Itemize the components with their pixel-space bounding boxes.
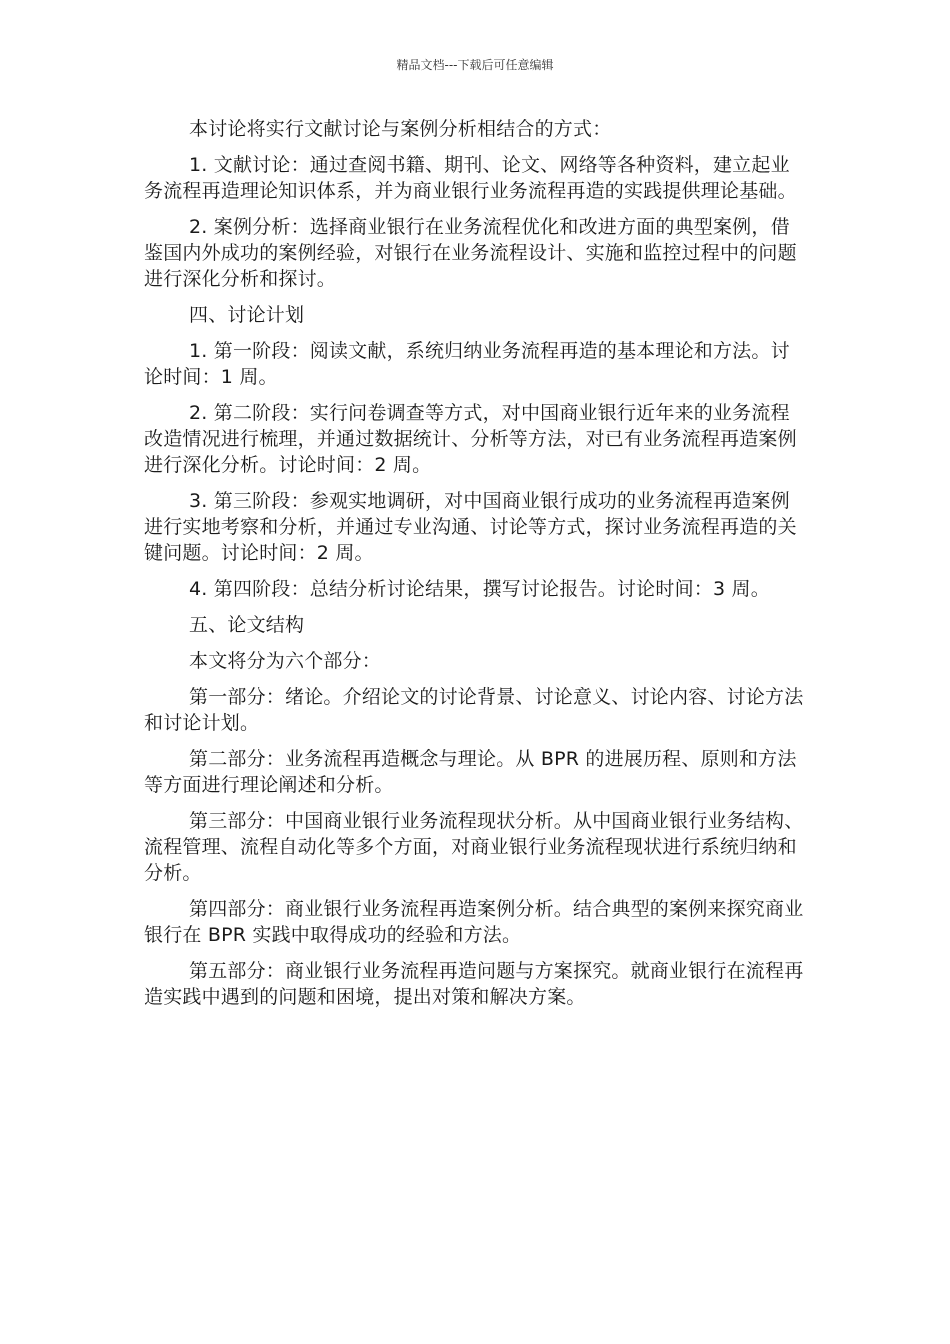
section-heading-plan: 四、讨论计划 [189,304,305,326]
page-header: 精品文档---下载后可任意编辑 [396,58,554,72]
plan-stage-2-paragraph: 2. 第二阶段：实行问卷调查等方式，对中国商业银行近年来的业务流程改造情况进行梳理，并通过数据统计、分析等方法，对已有业务流程再造案例进行深化分析。讨论时间：2 周。 [144,402,797,476]
structure-part-5-paragraph: 第五部分：商业银行业务流程再造问题与方案探究。就商业银行在流程再造实践中遇到的问题和困境，提出对策和解决方案。 [144,960,804,1008]
intro-paragraph: 本讨论将实行文献讨论与案例分析相结合的方式： [189,118,612,140]
method-literature-paragraph: 1. 文献讨论：通过查阅书籍、期刊、论文、网络等各种资料，建立起业务流程再造理论知识体系，并为商业银行业务流程再造的实践提供理论基础。 [144,154,797,202]
plan-stage-1-paragraph: 1. 第一阶段：阅读文献，系统归纳业务流程再造的基本理论和方法。讨论时间：1 周。 [144,340,790,388]
structure-intro-paragraph: 本文将分为六个部分： [189,650,382,672]
document-body [144,116,808,1020]
method-case-paragraph: 2. 案例分析：选择商业银行在业务流程优化和改进方面的典型案例，借鉴国内外成功的案例经验，对银行在业务流程设计、实施和监控过程中的问题进行深化分析和探讨。 [144,216,797,290]
structure-part-3-paragraph: 第三部分：中国商业银行业务流程现状分析。从中国商业银行业务结构、流程管理、流程自动化等多个方面，对商业银行业务流程现状进行系统归纳和分析。 [144,810,804,884]
structure-part-1-paragraph: 第一部分：绪论。介绍论文的讨论背景、讨论意义、讨论内容、讨论方法和讨论计划。 [144,686,804,734]
structure-part-4-paragraph: 第四部分：商业银行业务流程再造案例分析。结合典型的案例来探究商业银行在 BPR 实践中取得成功的经验和方法。 [144,898,804,946]
section-heading-structure: 五、论文结构 [189,614,305,636]
plan-stage-3-paragraph: 3. 第三阶段：参观实地调研，对中国商业银行成功的业务流程再造案例进行实地考察和分析，并通过专业沟通、讨论等方式，探讨业务流程再造的关键问题。讨论时间：2 周。 [144,490,797,564]
plan-stage-4-paragraph: 4. 第四阶段：总结分析讨论结果，撰写讨论报告。讨论时间：3 周。 [189,578,770,600]
structure-part-2-paragraph: 第二部分：业务流程再造概念与理论。从 BPR 的进展历程、原则和方法等方面进行理论阐述和分析。 [144,748,797,796]
